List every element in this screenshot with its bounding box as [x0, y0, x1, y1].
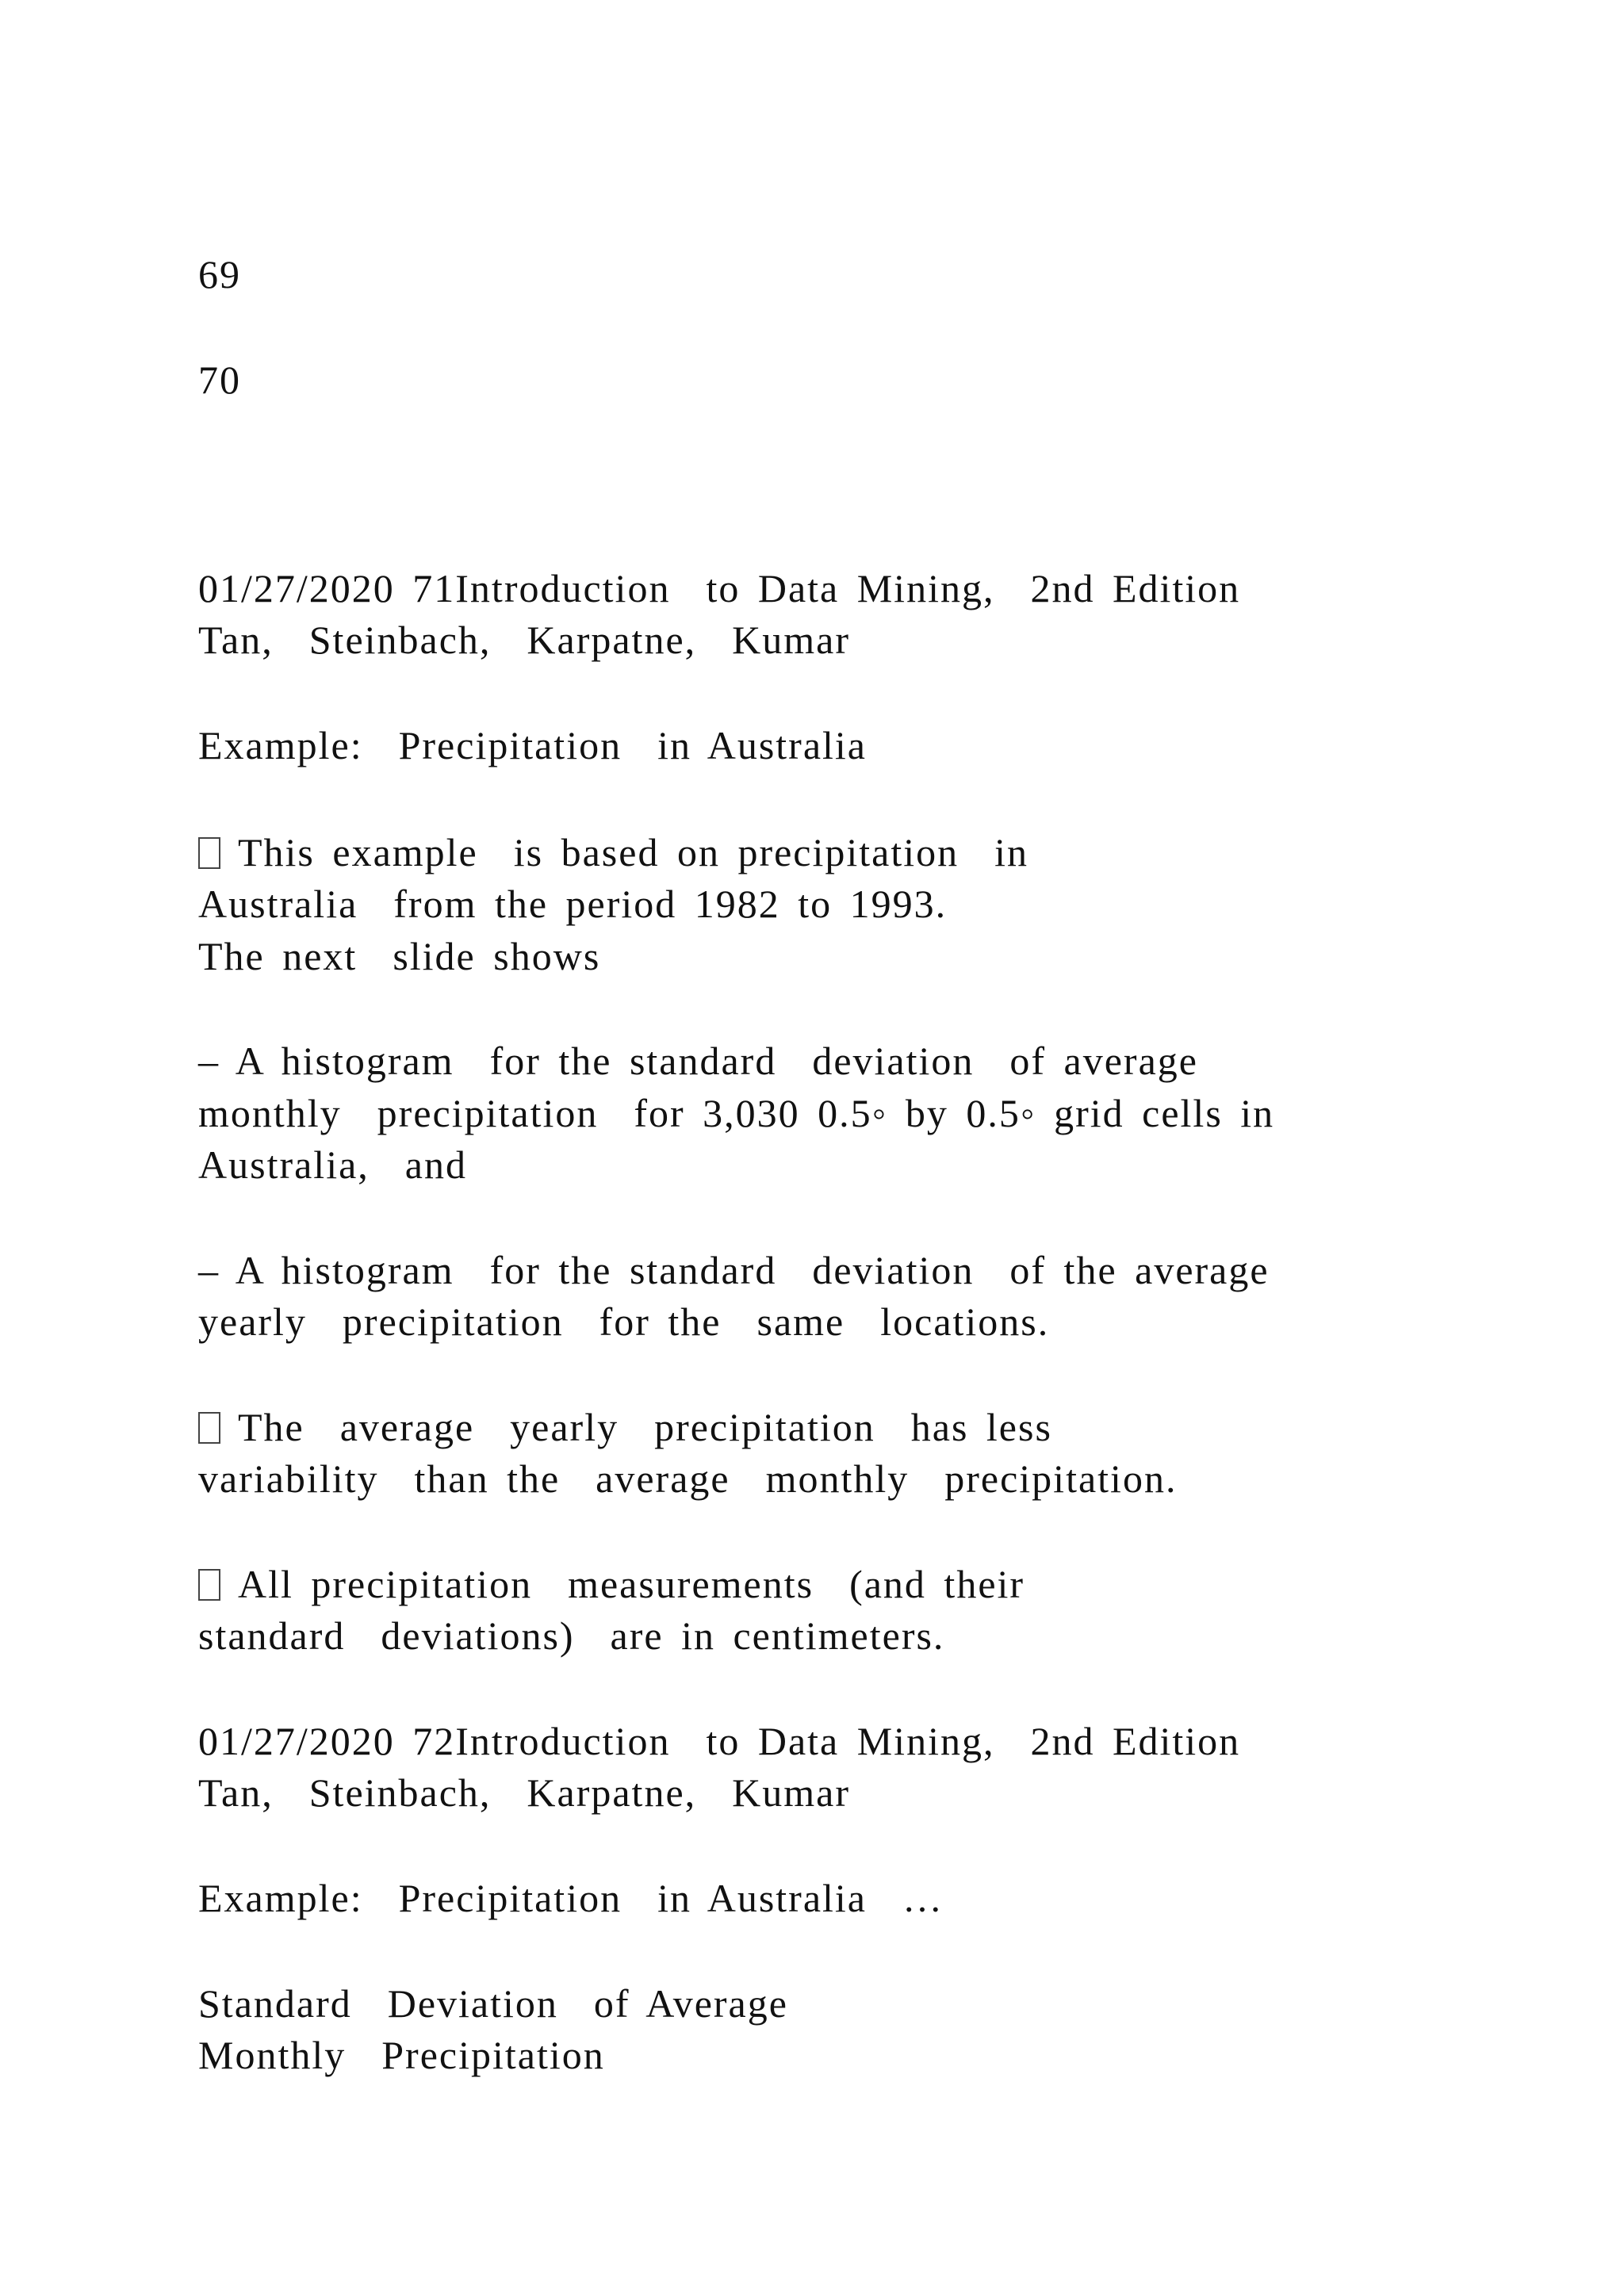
bullet-3-text-1: All precipitation measurements (and their [238, 1562, 1025, 1606]
slide-72-authors: Tan, Steinbach, Karpatne, Kumar [198, 1770, 850, 1815]
bullet-2-line-2: variability than the average monthly precipitation. [198, 1456, 1178, 1501]
bullet-box-icon [198, 1412, 220, 1444]
bullet-2-line-1 [198, 1403, 1052, 1451]
bullet-2-text-1: The average yearly precipitation has less [238, 1405, 1052, 1449]
slide-71-header: 01/27/2020 71Introduction to Data Mining, 2nd Edition [198, 566, 1241, 610]
bullet-1-line-3: The next slide shows [198, 934, 601, 978]
slide-71-title: Example: Precipitation in Australia [198, 723, 868, 767]
dash-2-line-2: yearly precipitation for the same locations. [198, 1299, 1050, 1344]
page-number-69: 69 [198, 252, 241, 297]
dash-2-line-1: – A histogram for the standard deviation of the average [198, 1248, 1270, 1292]
slide-72-title: Example: Precipitation in Australia … [198, 1876, 944, 1920]
page-number-70: 70 [198, 358, 241, 402]
bullet-3-line-1 [198, 1560, 1025, 1608]
slide-71-authors: Tan, Steinbach, Karpatne, Kumar [198, 618, 850, 662]
caption-line-1: Standard Deviation of Average [198, 1981, 788, 2026]
bullet-1-line-2: Australia from the period 1982 to 1993. [198, 882, 948, 926]
slide-72-header: 01/27/2020 72Introduction to Data Mining, 2nd Edition [198, 1719, 1241, 1763]
bullet-box-icon [198, 1569, 220, 1601]
bullet-1-text-1: This example is based on precipitation in [238, 830, 1029, 874]
dash-1-line-3: Australia, and [198, 1142, 467, 1187]
dash-1-line-1: – A histogram for the standard deviation of average [198, 1039, 1198, 1083]
bullet-box-icon [198, 837, 220, 869]
bullet-1-line-1 [198, 828, 1028, 876]
caption-line-2: Monthly Precipitation [198, 2033, 605, 2077]
dash-1-line-2: monthly precipitation for 3,030 0.5◦ by 0.5◦ grid cells in [198, 1091, 1275, 1135]
bullet-3-line-2: standard deviations) are in centimeters. [198, 1613, 945, 1658]
